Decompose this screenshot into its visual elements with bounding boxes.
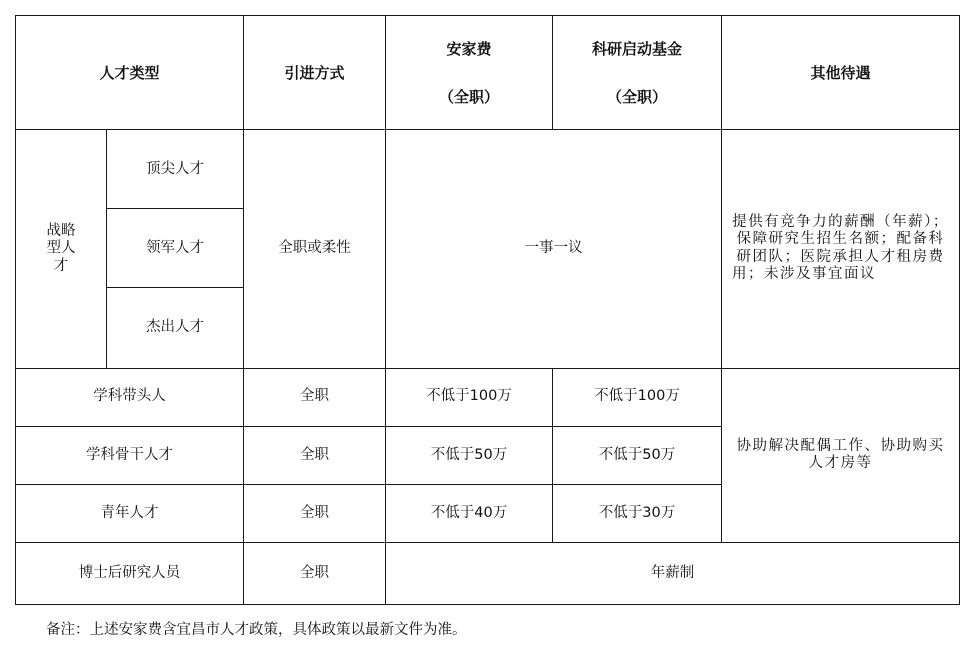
strategic-category-line: 型人 xyxy=(46,240,76,257)
header-row xyxy=(16,16,960,130)
subtype-cell: 顶尖人才 xyxy=(107,130,244,209)
strategic-category-line: 战略 xyxy=(46,222,76,239)
postdoc-type: 博士后研究人员 xyxy=(16,542,244,604)
header-housing xyxy=(386,16,553,130)
strategic-other: 提供有竞争力的薪酬（年薪）；保障研究生招生名额；配备科研团队；医院承担人才租房费用；未涉及事宜面议 xyxy=(722,130,960,368)
header-talent-type: 人才类型 xyxy=(16,16,244,130)
footnote: 备注：上述安家费含宜昌市人才政策，具体政策以最新文件为准。 xyxy=(46,622,467,638)
header-research xyxy=(553,16,722,130)
strategic-funding: 一事一议 xyxy=(386,130,722,368)
header-method: 引进方式 xyxy=(244,16,386,130)
housing-cell: 不低于100万 xyxy=(386,368,553,426)
research-cell: 不低于30万 xyxy=(553,484,722,542)
talent-type-cell: 学科骨干人才 xyxy=(16,426,244,484)
talent-policy-table xyxy=(15,15,960,605)
table-row xyxy=(16,542,960,604)
strategic-category-line: 才 xyxy=(53,257,69,274)
housing-cell: 不低于40万 xyxy=(386,484,553,542)
strategic-method: 全职或柔性 xyxy=(244,130,386,368)
postdoc-funding: 年薪制 xyxy=(386,542,960,604)
talent-type-cell: 青年人才 xyxy=(16,484,244,542)
method-cell: 全职 xyxy=(244,426,386,484)
header-other: 其他待遇 xyxy=(722,16,960,130)
subtype-cell: 领军人才 xyxy=(107,209,244,288)
research-cell: 不低于50万 xyxy=(553,426,722,484)
table-row xyxy=(16,368,960,426)
strategic-category xyxy=(16,130,107,368)
postdoc-method: 全职 xyxy=(244,542,386,604)
housing-cell: 不低于50万 xyxy=(386,426,553,484)
method-cell: 全职 xyxy=(244,368,386,426)
header-housing-sub: （全职） xyxy=(439,87,500,106)
subtype-cell: 杰出人才 xyxy=(107,288,244,368)
rows-other-benefits: 协助解决配偶工作、协助购买人才房等 xyxy=(722,368,960,542)
method-cell: 全职 xyxy=(244,484,386,542)
header-research-title: 科研启动基金 xyxy=(592,39,683,58)
table-row xyxy=(16,130,960,209)
research-cell: 不低于100万 xyxy=(553,368,722,426)
talent-type-cell: 学科带头人 xyxy=(16,368,244,426)
header-research-sub: （全职） xyxy=(607,87,668,106)
header-housing-title: 安家费 xyxy=(446,39,492,58)
